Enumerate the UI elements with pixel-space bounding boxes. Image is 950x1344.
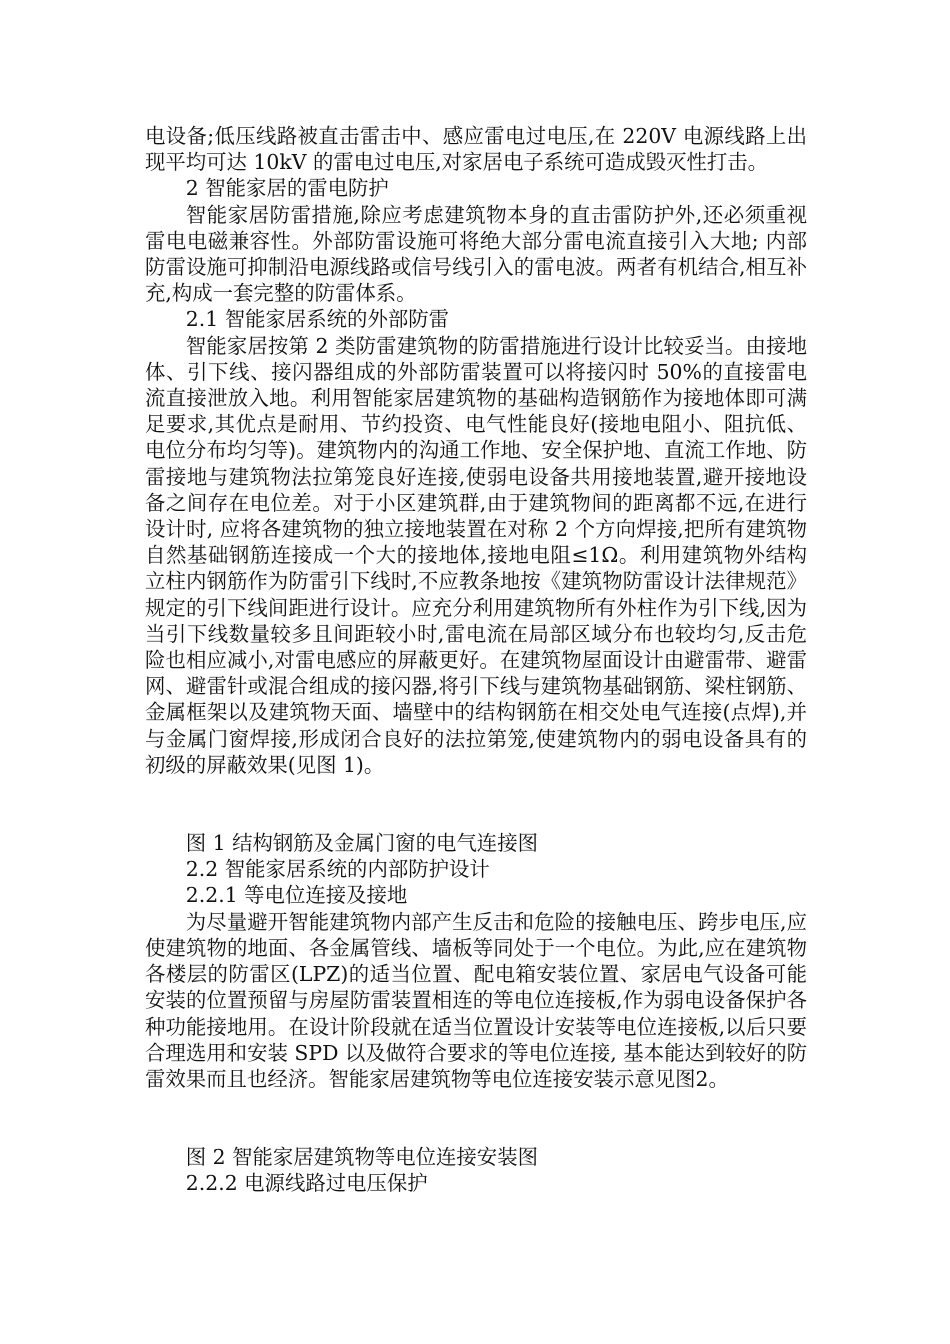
body-paragraph-continuation: 电设备;低压线路被直击雷击中、感应雷电过电压,在 220V 电源线路上出现平均可达 10kV 的雷电过电压,对家居电子系统可造成毁灭性打击。 bbox=[145, 124, 807, 175]
body-paragraph-lightning-protection: 智能家居防雷措施,除应考虑建筑物本身的直击雷防护外,还必须重视雷电电磁兼容性。外部防雷设施可将绝大部分雷电流直接引入大地; 内部防雷设施可抑制沿电源线路或信号线引入的雷电波。两者有机结合,相互补充,构成一套完整的防雷体系。 bbox=[145, 202, 807, 306]
figure-2-placeholder bbox=[145, 1092, 807, 1144]
section-heading-2: 2 智能家居的雷电防护 bbox=[185, 176, 389, 201]
section-heading-2-2-2: 2.2.2 电源线路过电压保护 bbox=[185, 1171, 428, 1196]
section-heading-2-1: 2.1 智能家居系统的外部防雷 bbox=[185, 307, 450, 332]
section-heading-2-2: 2.2 智能家居系统的内部防护设计 bbox=[185, 857, 490, 882]
section-heading-2-2-1: 2.2.1 等电位连接及接地 bbox=[185, 883, 408, 908]
body-paragraph-equipotential: 为尽量避开智能建筑物内部产生反击和危险的接触电压、跨步电压,应使建筑物的地面、各金属管线、墙板等同处于一个电位。为此,应在建筑物各楼层的防雷区(LPZ)的适当位置、配电箱安装位置、家居电气设备可能安装的位置预留与房屋防雷装置相连的等电位连接板,作为弱电设备保护各种功能接地用。在设计阶段就在适当位置设计安装等电位连接板,以后只要合理选用和安装 SPD 以及做符合要求的等电位连接, 基本能达到较好的防雷效果而且也经济。智能家居建筑物等电位连接安装示意见图2。 bbox=[145, 909, 807, 1091]
figure-1-placeholder bbox=[145, 778, 807, 830]
figure-2-caption: 图 2 智能家居建筑物等电位连接安装图 bbox=[185, 1145, 538, 1170]
figure-1-caption: 图 1 结构钢筋及金属门窗的电气连接图 bbox=[185, 831, 538, 856]
document-body bbox=[145, 123, 807, 1197]
body-paragraph-external-protection: 智能家居按第 2 类防雷建筑物的防雷措施进行设计比较妥当。由接地体、引下线、接闪器组成的外部防雷装置可以将接闪时 50%的直接雷电流直接泄放入地。利用智能家居建筑物的基础构造钢筋作为接地体即可满足要求,其优点是耐用、节约投资、电气性能良好(接地电阻小、阻抗低、电位分布均匀等)。建筑物内的沟通工作地、安全保护地、直流工作地、防雷接地与建筑物法拉第笼良好连接,使弱电设备共用接地装置,避开接地设备之间存在电位差。对于小区建筑群,由于建筑物间的距离都不远,在进行设计时, 应将各建筑物的独立接地装置在对称 2 个方向焊接,把所有建筑物自然基础钢筋连接成一个大的接地体,接地电阻≤1Ω。利用建筑物外结构立柱内钢筋作为防雷引下线时,不应教条地按《建筑物防雷设计法律规范》规定的引下线间距进行设计。应充分利用建筑物所有外柱作为引下线,因为当引下线数量较多且间距较小时,雷电流在局部区域分布也较均匀,反击危险也相应减小,对雷电感应的屏蔽更好。在建筑物屋面设计由避雷带、避雷网、避雷针或混合组成的接闪器,将引下线与建筑物基础钢筋、梁柱钢筋、金属框架以及建筑物天面、墙壁中的结构钢筋在相交处电气连接(点焊),并与金属门窗焊接,形成闭合良好的法拉第笼,使建筑物内的弱电设备具有的初级的屏蔽效果(见图 1)。 bbox=[145, 333, 807, 777]
